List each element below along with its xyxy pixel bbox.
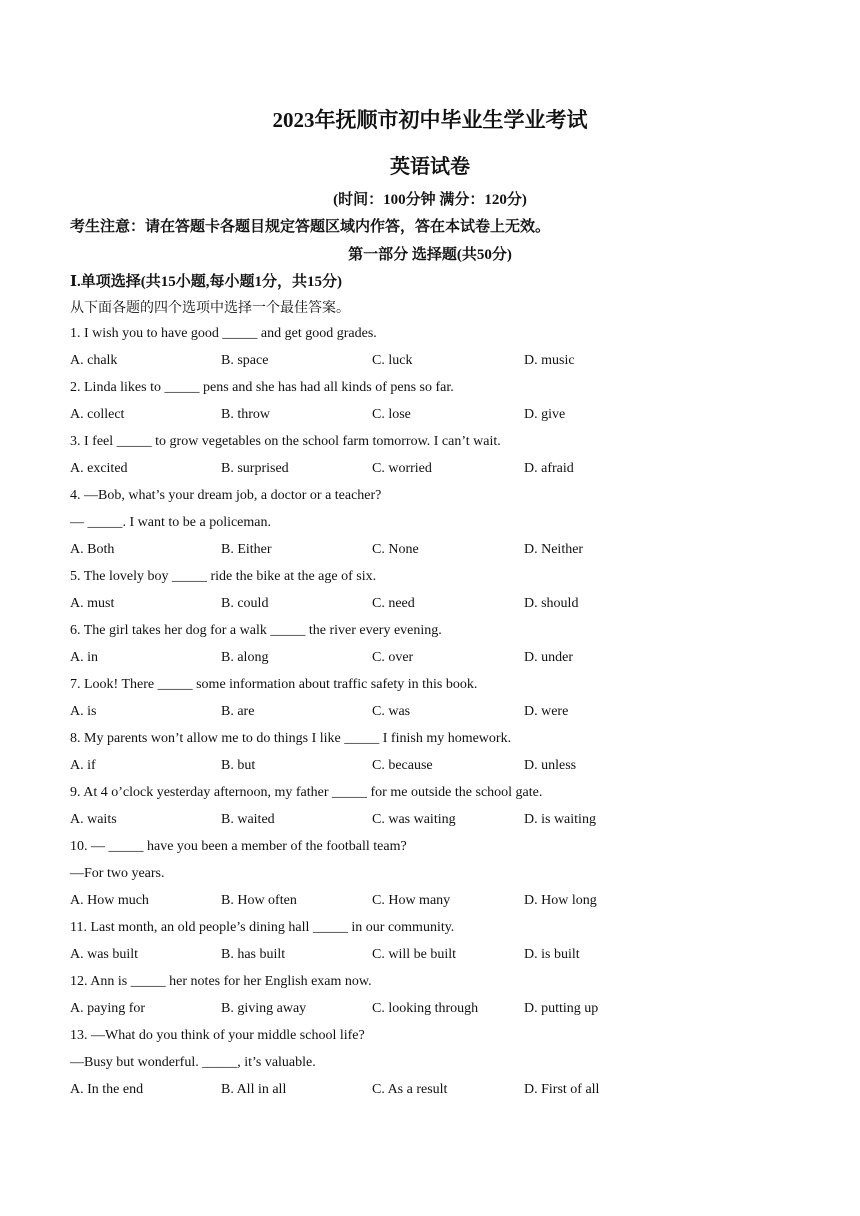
option-d: D. First of all [524,1082,600,1097]
option-b: B. are [221,704,255,719]
option-c: C. As a result [372,1082,448,1097]
question-stem: 2. Linda likes to _____ pens and she has had all kinds of pens so far. [70,380,454,395]
question-item [70,972,790,1026]
question-item [70,567,790,621]
question-item [70,783,790,837]
option-b: B. could [221,596,269,611]
option-a: A. if [70,758,96,773]
option-c: C. lose [372,407,411,422]
option-d: D. unless [524,758,577,773]
question-dialogue-line: —Busy but wonderful. _____, it’s valuable. [70,1055,316,1070]
option-d: D. is waiting [524,812,596,827]
option-d: D. is built [524,947,580,962]
question-item [70,432,790,486]
option-b: B. has built [221,947,286,962]
option-a: A. was built [70,947,139,962]
question-item [70,486,790,567]
option-c: C. was [372,704,411,719]
question-item [70,621,790,675]
question-stem: 11. Last month, an old people’s dining hall _____ in our community. [70,920,455,935]
option-b: B. giving away [221,1001,307,1016]
option-d: D. putting up [524,1001,599,1016]
option-a: A. chalk [70,353,118,368]
option-c: C. How many [372,893,451,908]
options-row [70,648,790,675]
option-a: A. paying for [70,1001,146,1016]
option-c: C. worried [372,461,432,476]
question-stem: 5. The lovely boy _____ ride the bike at the age of six. [70,569,377,584]
option-d: D. under [524,650,573,665]
question-stem: 7. Look! There _____ some information about traffic safety in this book. [70,677,478,692]
exam-notice: 考生注意：请在答题卡各题目规定答题区域内作答，答在本试卷上无效。 [70,219,551,235]
option-b: B. but [221,758,256,773]
option-b: B. waited [221,812,275,827]
time-info: (时间：100分钟 满分：120分) [333,192,527,208]
option-d: D. afraid [524,461,574,476]
question-stem: 1. I wish you to have good _____ and get good grades. [70,326,377,341]
option-c: C. need [372,596,415,611]
option-d: D. give [524,407,566,422]
question-item [70,837,790,918]
options-row [70,702,790,729]
options-row [70,756,790,783]
question-dialogue-line: — _____. I want to be a policeman. [70,515,272,530]
option-d: D. Neither [524,542,584,557]
options-row [70,999,790,1026]
option-c: C. was waiting [372,812,456,827]
options-row [70,594,790,621]
question-item [70,378,790,432]
question-stem: 4. —Bob, what’s your dream job, a doctor or a teacher? [70,488,382,503]
option-b: B. throw [221,407,270,422]
options-row [70,405,790,432]
option-c: C. over [372,650,414,665]
section-instruction: 从下面各题的四个选项中选择一个最佳答案。 [70,301,350,316]
option-d: D. should [524,596,579,611]
option-a: A. excited [70,461,128,476]
question-list [70,324,790,1107]
option-d: D. How long [524,893,597,908]
option-b: B. All in all [221,1082,287,1097]
question-item [70,1026,790,1107]
option-a: A. must [70,596,115,611]
question-item [70,675,790,729]
question-stem: 8. My parents won’t allow me to do things I like _____ I finish my homework. [70,731,512,746]
option-a: A. in [70,650,98,665]
question-stem: 13. —What do you think of your middle school life? [70,1028,365,1043]
option-b: B. Either [221,542,272,557]
option-a: A. Both [70,542,115,557]
options-row [70,540,790,567]
option-a: A. collect [70,407,125,422]
option-a: A. is [70,704,97,719]
options-row [70,810,790,837]
option-a: A. How much [70,893,149,908]
option-c: C. luck [372,353,413,368]
question-stem: 10. — _____ have you been a member of the football team? [70,839,407,854]
question-stem: 3. I feel _____ to grow vegetables on the school farm tomorrow. I can’t wait. [70,434,501,449]
options-row [70,459,790,486]
option-b: B. space [221,353,269,368]
option-a: A. waits [70,812,117,827]
options-row [70,351,790,378]
option-d: D. were [524,704,569,719]
option-b: B. How often [221,893,297,908]
exam-title: 2023年抚顺市初中毕业生学业考试 [272,108,588,132]
option-b: B. along [221,650,269,665]
option-c: C. because [372,758,433,773]
question-item [70,324,790,378]
question-stem: 12. Ann is _____ her notes for her English exam now. [70,974,372,989]
option-a: A. In the end [70,1082,144,1097]
question-item [70,729,790,783]
question-item [70,918,790,972]
question-dialogue-line: —For two years. [70,866,165,881]
options-row [70,1080,790,1107]
option-c: C. will be built [372,947,456,962]
option-d: D. music [524,353,575,368]
options-row [70,891,790,918]
question-stem: 6. The girl takes her dog for a walk _____ the river every evening. [70,623,442,638]
option-b: B. surprised [221,461,289,476]
option-c: C. None [372,542,419,557]
exam-subtitle: 英语试卷 [390,156,470,178]
option-c: C. looking through [372,1001,479,1016]
part-title: 第一部分 选择题(共50分) [348,247,512,263]
section-title: Ⅰ.单项选择(共15小题,每小题1分，共15分) [70,274,343,290]
options-row [70,945,790,972]
question-stem: 9. At 4 o’clock yesterday afternoon, my father _____ for me outside the school gate. [70,785,543,800]
